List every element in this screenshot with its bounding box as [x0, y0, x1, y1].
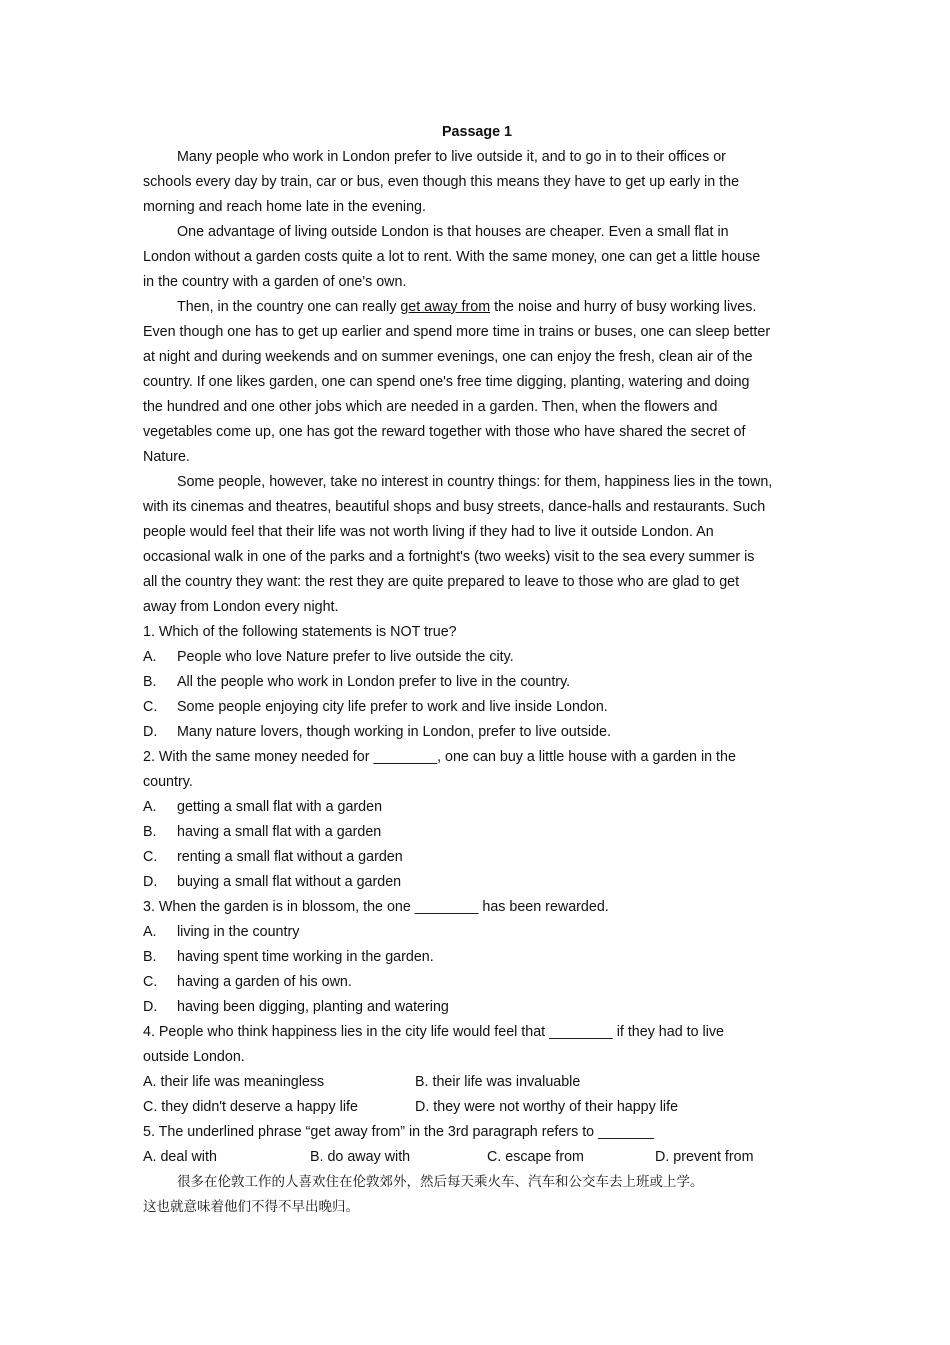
option-text: having been digging, planting and watering	[177, 999, 449, 1015]
option-a: A. deal with	[143, 1149, 217, 1165]
question-1	[143, 620, 933, 745]
option-c	[143, 970, 933, 995]
option-letter: B.	[143, 824, 157, 840]
text-line: Nature.	[143, 449, 190, 465]
paragraph-3	[143, 295, 933, 470]
option-a	[143, 920, 933, 945]
option-text: buying a small flat without a garden	[177, 874, 402, 890]
underlined-phrase: get away from	[400, 299, 491, 315]
translation-line: 这也就意味着他们不得不早出晚归。	[143, 1199, 359, 1215]
text-segment: Then, in the country one can really	[177, 299, 401, 315]
option-a: A. their life was meaningless	[143, 1074, 325, 1090]
translation-line: 很多在伦敦工作的人喜欢住在伦敦郊外，然后每天乘火车、汽车和公交车去上班或上学。	[177, 1174, 704, 1190]
option-c: C. they didn't deserve a happy life	[143, 1099, 358, 1115]
text-line: country. If one likes garden, one can spend one's free time digging, planting, watering and doing	[143, 374, 750, 390]
text-line: vegetables come up, one has got the reward together with those who have shared the secret of	[143, 424, 746, 440]
option-letter: D.	[143, 999, 158, 1015]
question-stem: 5. The underlined phrase “get away from” in the 3rd paragraph refers to _______	[143, 1124, 654, 1140]
option-c	[143, 845, 933, 870]
option-text: All the people who work in London prefer to live in the country.	[177, 674, 571, 690]
passage-title: Passage 1	[442, 124, 512, 140]
question-2	[143, 745, 933, 895]
text-line: away from London every night.	[143, 599, 339, 615]
question-5	[143, 1120, 933, 1170]
option-letter: B.	[143, 949, 157, 965]
option-row	[143, 1145, 933, 1170]
text-line: Some people, however, take no interest in country things: for them, happiness lies in the town,	[177, 474, 773, 490]
text-line: One advantage of living outside London is that houses are cheaper. Even a small flat in	[177, 224, 729, 240]
question-4	[143, 1020, 933, 1120]
option-b	[143, 670, 933, 695]
option-text: Some people enjoying city life prefer to work and live inside London.	[177, 699, 608, 715]
question-stem: 4. People who think happiness lies in the city life would feel that ________ if they had to live	[143, 1024, 724, 1040]
text-segment: the noise and hurry of busy working lives.	[490, 299, 757, 315]
option-d	[143, 870, 933, 895]
document-page	[143, 120, 933, 1220]
option-a	[143, 645, 933, 670]
option-a	[143, 795, 933, 820]
option-text: living in the country	[177, 924, 300, 940]
paragraph-4	[143, 470, 933, 620]
paragraph-2	[143, 220, 933, 295]
text-line: morning and reach home late in the evening.	[143, 199, 426, 215]
question-stem: 3. When the garden is in blossom, the one ________ has been rewarded.	[143, 899, 609, 915]
option-text: Many nature lovers, though working in London, prefer to live outside.	[177, 724, 611, 740]
text-line: occasional walk in one of the parks and a fortnight's (two weeks) visit to the sea every summer is	[143, 549, 755, 565]
option-text: having a small flat with a garden	[177, 824, 382, 840]
text-line: with its cinemas and theatres, beautiful shops and busy streets, dance-halls and restaurants. Such	[143, 499, 766, 515]
translation	[143, 1170, 933, 1220]
text-line: the hundred and one other jobs which are needed in a garden. Then, when the flowers and	[143, 399, 718, 415]
question-stem: outside London.	[143, 1049, 245, 1065]
option-b: B. do away with	[310, 1149, 411, 1165]
option-d	[143, 720, 933, 745]
text-line: Even though one has to get up earlier and spend more time in trains or buses, one can sleep better	[143, 324, 771, 340]
option-letter: D.	[143, 724, 158, 740]
option-text: renting a small flat without a garden	[177, 849, 403, 865]
option-letter: A.	[143, 649, 157, 665]
option-letter: C.	[143, 974, 158, 990]
option-c	[143, 695, 933, 720]
option-text: having a garden of his own.	[177, 974, 352, 990]
option-letter: C.	[143, 849, 158, 865]
option-d: D. prevent from	[655, 1149, 754, 1165]
option-d	[143, 995, 933, 1020]
text-line: London without a garden costs quite a lot to rent. With the same money, one can get a little house	[143, 249, 761, 265]
option-letter: B.	[143, 674, 157, 690]
option-row	[143, 1070, 933, 1095]
option-letter: A.	[143, 924, 157, 940]
question-3	[143, 895, 933, 1020]
text-line: schools every day by train, car or bus, even though this means they have to get up early in the	[143, 174, 740, 190]
question-stem: 2. With the same money needed for ________, one can buy a little house with a garden in the	[143, 749, 736, 765]
text-line	[143, 295, 933, 320]
option-b	[143, 945, 933, 970]
option-c: C. escape from	[487, 1149, 584, 1165]
question-stem: 1. Which of the following statements is NOT true?	[143, 624, 457, 640]
option-letter: C.	[143, 699, 158, 715]
option-row	[143, 1095, 933, 1120]
option-text: getting a small flat with a garden	[177, 799, 383, 815]
option-d: D. they were not worthy of their happy life	[415, 1099, 679, 1115]
question-stem: country.	[143, 774, 193, 790]
option-b	[143, 820, 933, 845]
option-letter: D.	[143, 874, 158, 890]
text-line: all the country they want: the rest they are quite prepared to leave to those who are glad to get	[143, 574, 740, 590]
text-line: Many people who work in London prefer to live outside it, and to go in to their offices or	[177, 149, 726, 165]
option-b: B. their life was invaluable	[415, 1074, 581, 1090]
text-line: at night and during weekends and on summer evenings, one can enjoy the fresh, clean air of the	[143, 349, 753, 365]
paragraph-1	[143, 145, 933, 220]
option-text: having spent time working in the garden.	[177, 949, 434, 965]
text-line: people would feel that their life was not worth living if they had to live it outside London. An	[143, 524, 714, 540]
option-letter: A.	[143, 799, 157, 815]
text-line: in the country with a garden of one's own.	[143, 274, 407, 290]
option-text: People who love Nature prefer to live outside the city.	[177, 649, 514, 665]
